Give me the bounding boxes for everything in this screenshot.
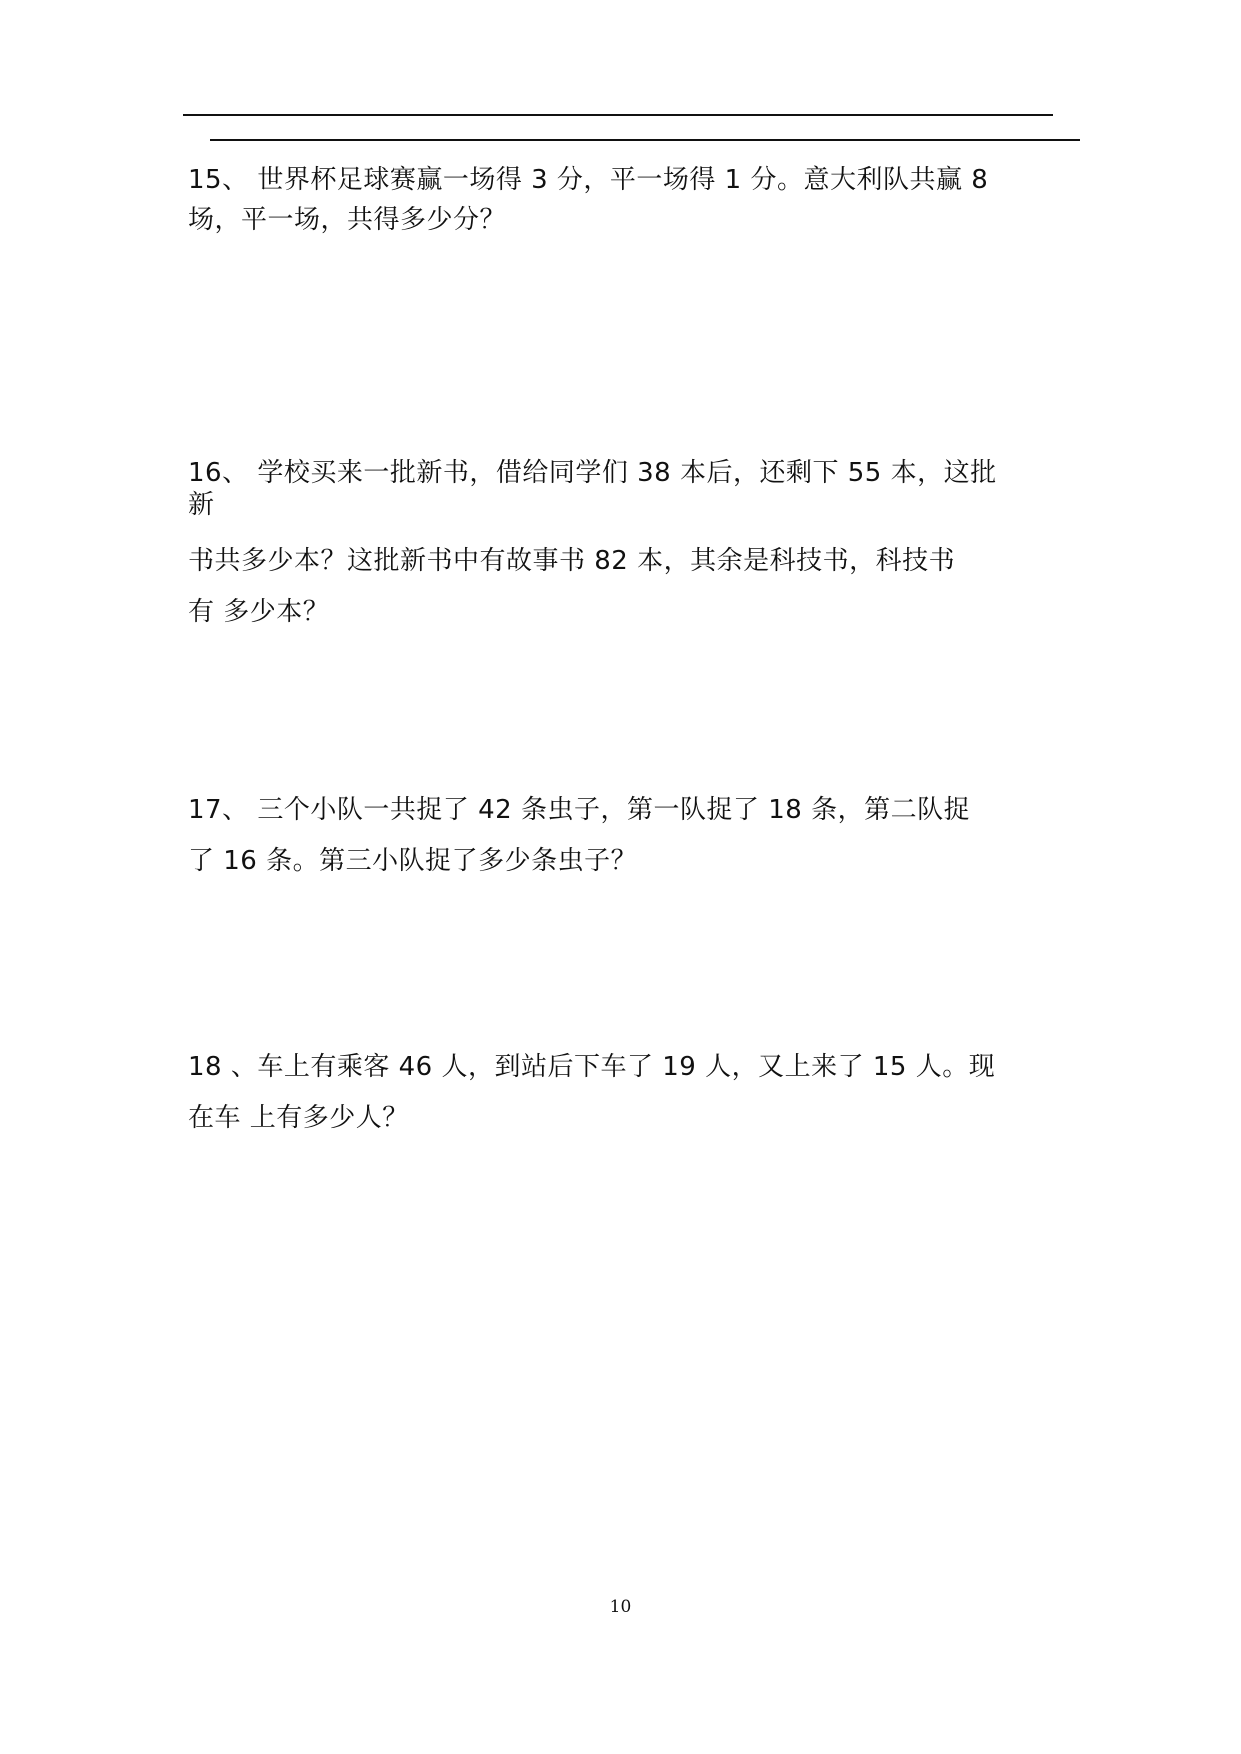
header-rule-bottom xyxy=(210,139,1080,141)
question-16-line-4: 有 多少本？ xyxy=(188,597,330,627)
question-17-line-1: 17、 三个小队一共捉了 42 条虫子，第一队捉了 18 条，第二队捉 xyxy=(188,795,971,825)
question-15-line-1: 15、 世界杯足球赛赢一场得 3 分，平一场得 1 分。意大利队共赢 8 xyxy=(188,165,989,195)
question-15-line-2: 场，平一场，共得多少分？ xyxy=(188,205,507,235)
question-18-line-1: 18 、车上有乘客 46 人，到站后下车了 19 人，又上来了 15 人。现 xyxy=(188,1052,996,1082)
question-17-line-2: 了 16 条。第三小队捉了多少条虫子？ xyxy=(188,846,638,876)
question-16-line-3: 书共多少本？这批新书中有故事书 82 本，其余是科技书，科技书 xyxy=(188,546,956,576)
question-16-line-2: 新 xyxy=(188,490,215,520)
page-number: 10 xyxy=(609,1597,632,1617)
header-rule-top xyxy=(183,114,1053,116)
question-16-line-1: 16、 学校买来一批新书，借给同学们 38 本后，还剩下 55 本，这批 xyxy=(188,458,997,488)
question-18-line-2: 在车 上有多少人？ xyxy=(188,1103,409,1133)
